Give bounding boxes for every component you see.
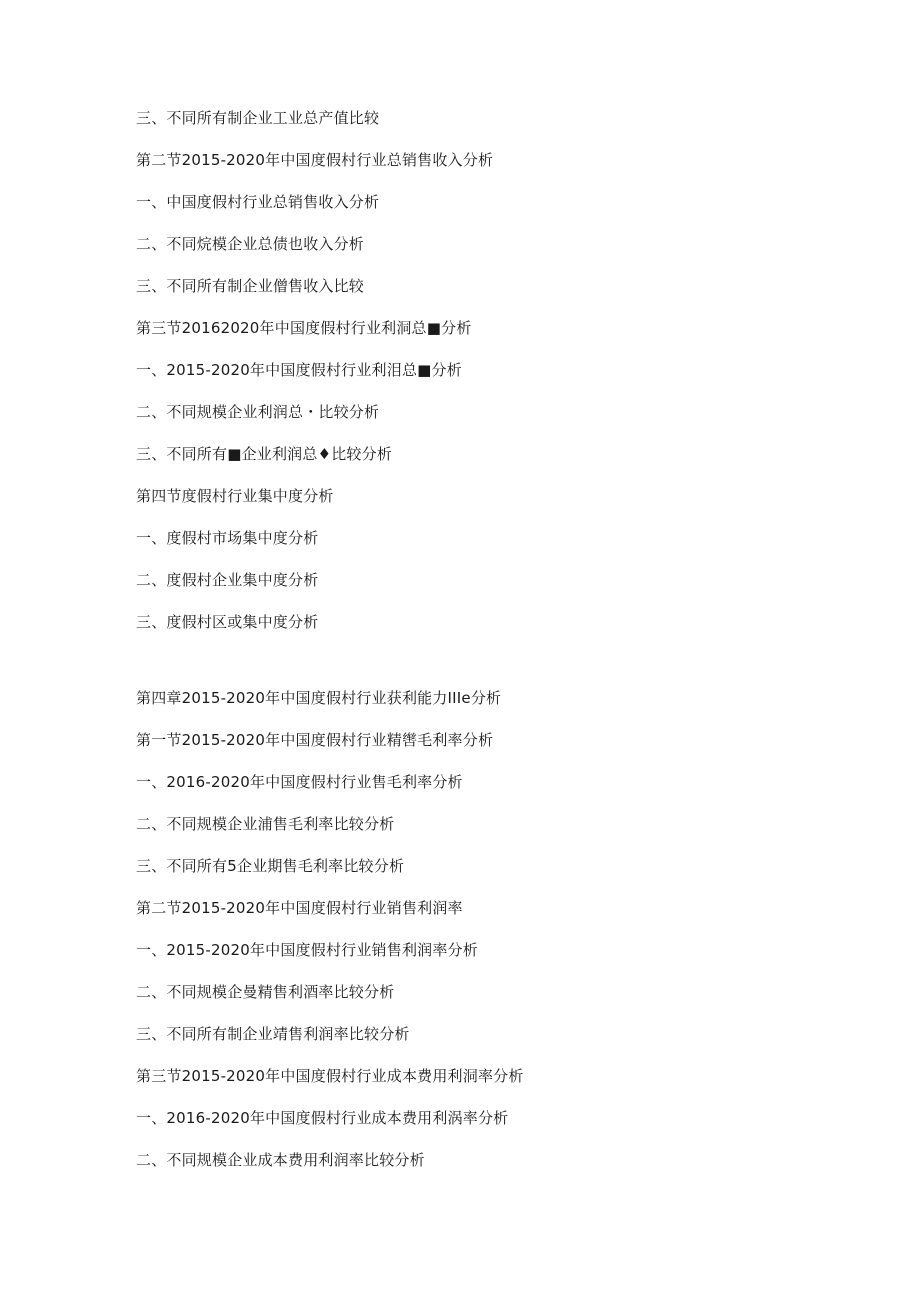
toc-line: 第二节2015-2020年中国度假村行业总销售收入分析 bbox=[136, 151, 494, 169]
toc-line: 第三节2015-2020年中国度假村行业成本费用利洞率分析 bbox=[136, 1067, 524, 1085]
toc-line: 一、2016-2020年中国度假村行业售毛利率分析 bbox=[136, 773, 463, 791]
toc-line: 三、度假村区或集中度分析 bbox=[136, 613, 319, 631]
toc-line: 三、不同所有5企业期售毛利率比较分析 bbox=[136, 857, 405, 875]
toc-line: 一、度假村市场集中度分析 bbox=[136, 529, 319, 547]
toc-line: 三、不同所有制企业僧售收入比较 bbox=[136, 277, 365, 295]
toc-line: 二、度假村企业集中度分析 bbox=[136, 571, 319, 589]
toc-line: 二、不同规模企业成本费用利润率比较分析 bbox=[136, 1151, 425, 1169]
toc-line: 三、不同所有■企业利润总♦比较分析 bbox=[136, 445, 393, 463]
toc-line: 二、不同规模企曼精售利酒率比较分析 bbox=[136, 983, 395, 1001]
toc-line: 二、不同规模企业利润总・比较分析 bbox=[136, 403, 380, 421]
toc-line: 第一节2015-2020年中国度假村行业精辔毛利率分析 bbox=[136, 731, 494, 749]
toc-line: 一、2015-2020年中国度假村行业销售利润率分析 bbox=[136, 941, 478, 959]
toc-line: 二、不同烷模企业总债也收入分析 bbox=[136, 235, 365, 253]
toc-line: 二、不同规模企业浦售毛利率比较分析 bbox=[136, 815, 395, 833]
toc-line: 第二节2015-2020年中国度假村行业销售利润率 bbox=[136, 899, 463, 917]
toc-line: 一、2016-2020年中国度假村行业成本费用利涡率分析 bbox=[136, 1109, 509, 1127]
toc-line: 第三节20162020年中国度假村行业利洞总■分析 bbox=[136, 319, 472, 337]
toc-line: 三、不同所有制企业工业总产值比较 bbox=[136, 109, 380, 127]
toc-line: 第四章2015-2020年中国度假村行业获利能力IIIe分析 bbox=[136, 689, 502, 707]
toc-line: 一、中国度假村行业总销售收入分析 bbox=[136, 193, 380, 211]
toc-line: 第四节度假村行业集中度分析 bbox=[136, 487, 334, 505]
toc-line: 一、2015-2020年中国度假村行业利泪总■分析 bbox=[136, 361, 462, 379]
toc-line: 三、不同所有制企业靖售利润率比较分析 bbox=[136, 1025, 410, 1043]
